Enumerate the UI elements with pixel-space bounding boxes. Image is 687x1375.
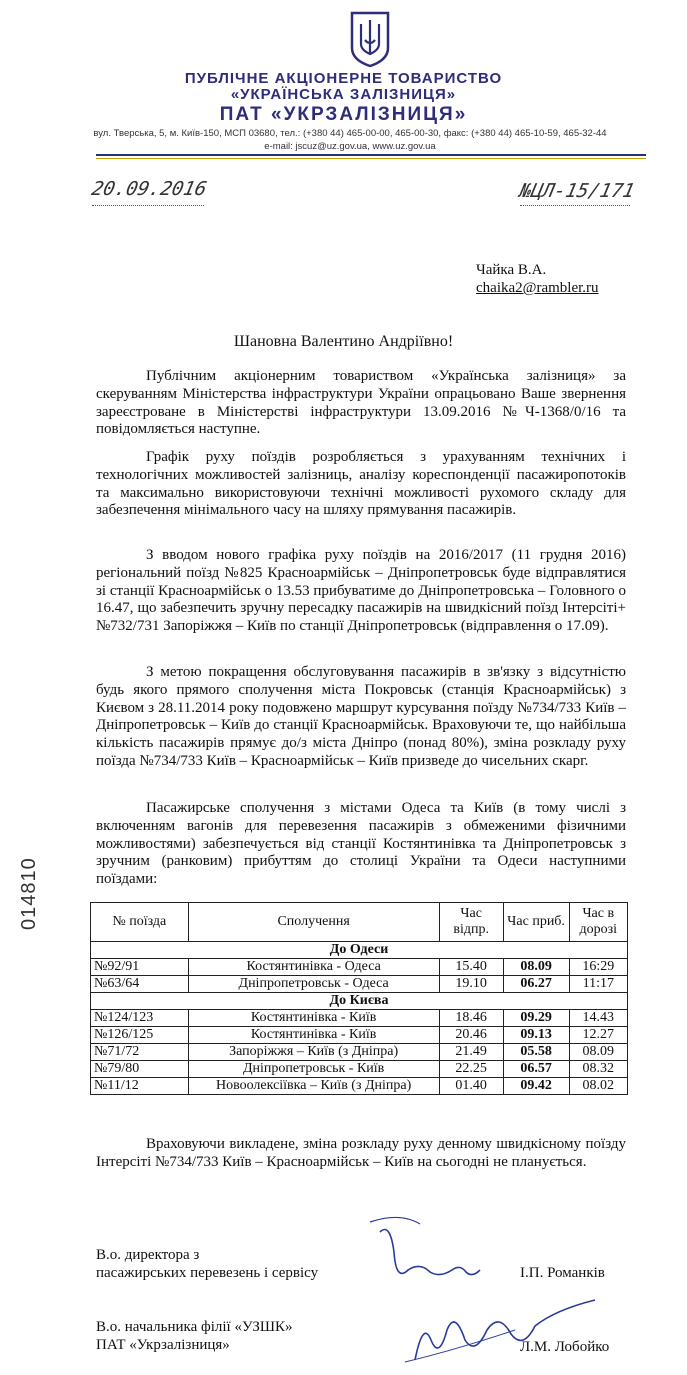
signer-1-signature	[360, 1212, 500, 1297]
side-registration-number: 014810	[18, 857, 40, 930]
date-underline	[92, 205, 204, 206]
departure: 01.40	[439, 1078, 503, 1095]
recipient-email[interactable]: chaika2@rambler.ru	[476, 280, 599, 296]
table-row	[91, 1061, 628, 1078]
table-row	[91, 1027, 628, 1044]
col-travel-time: Час в дорозі	[569, 903, 627, 942]
departure: 15.40	[439, 959, 503, 976]
travel-time: 11:17	[569, 976, 627, 993]
departure: 20.46	[439, 1027, 503, 1044]
route: Костянтинівка - Київ	[188, 1027, 439, 1044]
train-schedule-table	[90, 902, 628, 1095]
conclusion-paragraph: Враховуючи викладене, зміна розкладу руху денному швидкісному поїзду Інтерсіті №734/733 Київ – Красноармійськ – Київ на сьогодні не планується.	[96, 1136, 626, 1170]
signer-2-position	[96, 1318, 293, 1354]
departure: 18.46	[439, 1010, 503, 1027]
arrival: 09.42	[503, 1078, 569, 1095]
col-arrival: Час приб.	[503, 903, 569, 942]
route: Запоріжжя – Київ (з Дніпра)	[188, 1044, 439, 1061]
paragraph-3: З вводом нового графіка руху поїздів на 2016/2017 (11 грудня 2016) регіональний поїзд №825 Красноармійськ – Дніпропетровськ буде відправлятися зі станції Красноармійськ о 13.53 прибуватиме до Дніпропетровська – Головного о 16.47, що забезпечить зручну пересадку пасажирів на швидкісний поїзд Інтерсіті+ №732/731 Запоріжжя – Київ по станції Дніпропетровськ (відправлення о 17.09).	[96, 547, 626, 635]
table-header-row	[91, 903, 628, 942]
signer-1-position	[96, 1246, 318, 1282]
section-odesa: До Одеси	[91, 942, 628, 959]
paragraph-2: Графік руху поїздів розробляється з урахуванням технічних і технологічних можливостей залізниць, аналізу кореспонденції пасажиропотоків та максимально використовуючи технічні можливості рухомого складу для забезпечення мінімального часу на шляху прямування пасажирів.	[96, 449, 626, 519]
table-row	[91, 1010, 628, 1027]
travel-time: 08.09	[569, 1044, 627, 1061]
train-number: №71/72	[91, 1044, 189, 1061]
arrival: 08.09	[503, 959, 569, 976]
signer-2-position-line2: ПАТ «Укрзалізниця»	[96, 1337, 230, 1353]
reg-underline	[520, 205, 630, 206]
org-name-line1: ПУБЛІЧНЕ АКЦІОНЕРНЕ ТОВАРИСТВО	[184, 70, 503, 87]
signer-2-signature	[395, 1290, 625, 1375]
arrival: 09.29	[503, 1010, 569, 1027]
col-departure: Час відпр.	[439, 903, 503, 942]
travel-time: 14.43	[569, 1010, 627, 1027]
recipient-name: Чайка В.А.	[476, 262, 547, 278]
departure: 22.25	[439, 1061, 503, 1078]
route: Костянтинівка - Одеса	[188, 959, 439, 976]
paragraph-4: З метою покращення обслуговування пасажирів в зв'язку з відсутністю будь якого прямого сполучення міста Покровськ (станція Красноармійськ) з Києвом з 28.11.2014 року подовжено маршрут курсування поїзду №734/733 Київ – Дніпропетровськ – Київ до станції Красноармійськ. Враховуючи те, що найбільша кількість пасажирів прямує до/з міста Дніпро (понад 80%), зміна розкладу руху поїзда №734/733 Київ – Красноармійськ – Київ призведе до чисельних скарг.	[96, 664, 626, 769]
signer-2-position-line1: В.о. начальника філії «УЗШК»	[96, 1319, 293, 1335]
col-route: Сполучення	[188, 903, 439, 942]
train-number: №126/125	[91, 1027, 189, 1044]
travel-time: 08.32	[569, 1061, 627, 1078]
arrival: 09.13	[503, 1027, 569, 1044]
table-row	[91, 959, 628, 976]
salutation: Шановна Валентино Андріївно!	[233, 333, 454, 350]
signer-1-position-line1: В.о. директора з	[96, 1247, 200, 1263]
org-name-line2: «УКРАЇНСЬКА ЗАЛІЗНИЦЯ»	[230, 86, 457, 103]
signer-2-name: Л.М. Лобойко	[520, 1339, 610, 1355]
table-row	[91, 976, 628, 993]
table-row	[91, 1044, 628, 1061]
trident-coat-of-arms-icon	[349, 10, 391, 68]
signer-1-name: І.П. Романків	[520, 1265, 605, 1281]
paragraph-5: Пасажирське сполучення з містами Одеса та Київ (в тому числі з включенням вагонів для перевезення пасажирів з обмеженими фізичними можливостями) забезпечується від станції Костянтинівка та Дніпропетровськ з зручним (ранковим) прибуттям до столиці України та Одеси наступними поїздами:	[96, 800, 626, 888]
train-number: №92/91	[91, 959, 189, 976]
train-number: №63/64	[91, 976, 189, 993]
route: Дніпропетровськ - Одеса	[188, 976, 439, 993]
table-row	[91, 1078, 628, 1095]
col-train-number: № поїзда	[91, 903, 189, 942]
route: Костянтинівка - Київ	[188, 1010, 439, 1027]
arrival: 06.57	[503, 1061, 569, 1078]
org-short-name: ПАТ «УКРЗАЛІЗНИЦЯ»	[219, 104, 468, 125]
org-address: вул. Тверська, 5, м. Київ-150, МСП 03680, тел.: (+380 44) 465-00-00, 465-00-30, факс: (+380 44) 465-10-59, 465-32-44	[93, 128, 607, 139]
route: Дніпропетровськ - Київ	[188, 1061, 439, 1078]
train-number: №11/12	[91, 1078, 189, 1095]
departure: 21.49	[439, 1044, 503, 1061]
paragraph-1: Публічним акціонерним товариством «Українська залізниця» за скеруванням Міністерства інфраструктури України опрацьовано Ваше звернення зареєстроване в Міністерстві інфраструктури 13.09.2016 №Ч-1368/0/16 та повідомляється наступне.	[96, 368, 626, 438]
arrival: 05.58	[503, 1044, 569, 1061]
emblem	[349, 10, 391, 68]
org-email: e-mail: jscuz@uz.gov.ua, www.uz.gov.ua	[264, 141, 436, 152]
train-number: №124/123	[91, 1010, 189, 1027]
arrival: 06.27	[503, 976, 569, 993]
travel-time: 16:29	[569, 959, 627, 976]
route: Новоолексіївка – Київ (з Дніпра)	[188, 1078, 439, 1095]
train-number: №79/80	[91, 1061, 189, 1078]
handwritten-date: 20.09.2016	[89, 178, 209, 200]
travel-time: 08.02	[569, 1078, 627, 1095]
section-kyiv: До Києва	[91, 993, 628, 1010]
signer-1-position-line2: пасажирських перевезень і сервісу	[96, 1265, 319, 1281]
travel-time: 12.27	[569, 1027, 627, 1044]
handwritten-reg-number: №ЦЛ-15/171	[517, 180, 637, 202]
header-rule	[96, 154, 646, 159]
departure: 19.10	[439, 976, 503, 993]
